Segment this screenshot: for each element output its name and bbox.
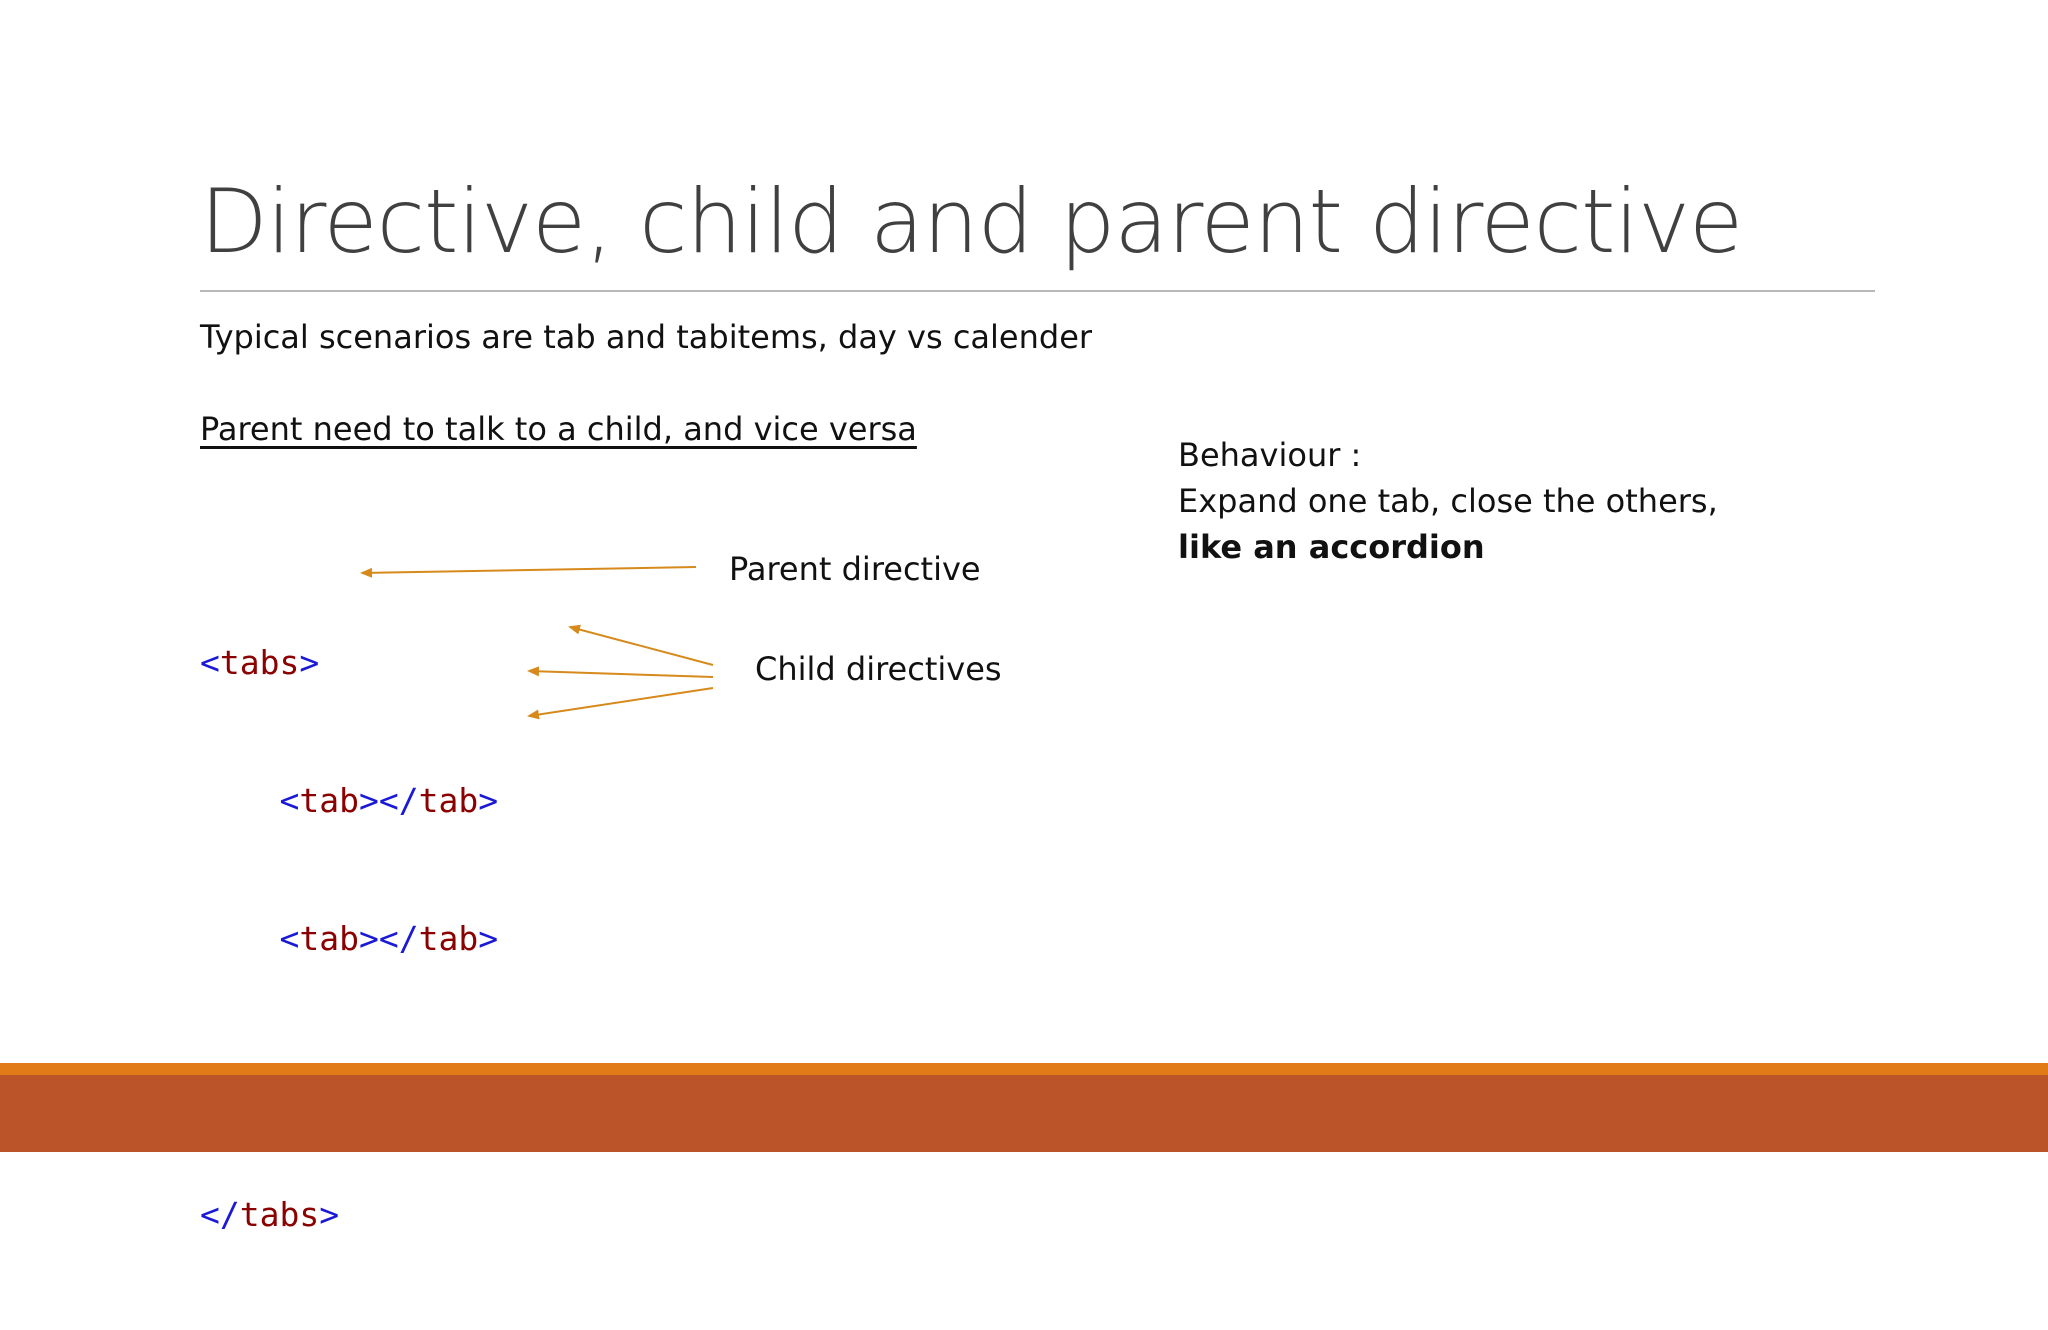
footer-accent-bar [0,1063,2048,1075]
behaviour-heading: Behaviour : [1178,436,1362,474]
slide-title: Directive, child and parent directive [200,170,1743,273]
child-directives-label: Child directives [755,650,1002,688]
child-arrow-3 [529,688,713,716]
code-tag-name: tabs [219,643,300,682]
code-snippet [200,548,498,1330]
code-tag-name: tab [418,781,479,820]
child-arrow-2 [529,671,713,677]
child-arrow-1 [570,627,713,665]
code-bracket: ></ [358,919,419,958]
behaviour-line-2: like an accordion [1178,528,1485,566]
subtitle-text: Typical scenarios are tab and tabitems, day vs calender [200,318,1093,356]
code-bracket: > [478,919,499,958]
code-bracket: </ [200,1195,240,1234]
behaviour-block [1178,432,1718,570]
code-bracket: < [279,919,300,958]
footer-bar [0,1075,2048,1152]
code-line-tab-2 [200,916,498,962]
code-bracket: > [299,643,320,682]
code-line-tab-1 [200,778,498,824]
code-tag-name: tabs [239,1195,320,1234]
parent-directive-label: Parent directive [729,550,981,588]
code-line-tabs-open [200,640,498,686]
behaviour-line-1: Expand one tab, close the others, [1178,482,1718,520]
code-bracket: < [200,643,220,682]
code-bracket: > [478,781,499,820]
code-tag-name: tab [418,919,479,958]
code-line-tabs-close [200,1192,498,1238]
code-bracket: > [319,1195,340,1234]
code-tag-name: tab [299,781,359,820]
title-divider [200,290,1875,292]
code-tag-name: tab [299,919,359,958]
code-bracket: < [279,781,300,820]
relationship-note: Parent need to talk to a child, and vice versa [200,410,917,448]
code-bracket: ></ [358,781,419,820]
